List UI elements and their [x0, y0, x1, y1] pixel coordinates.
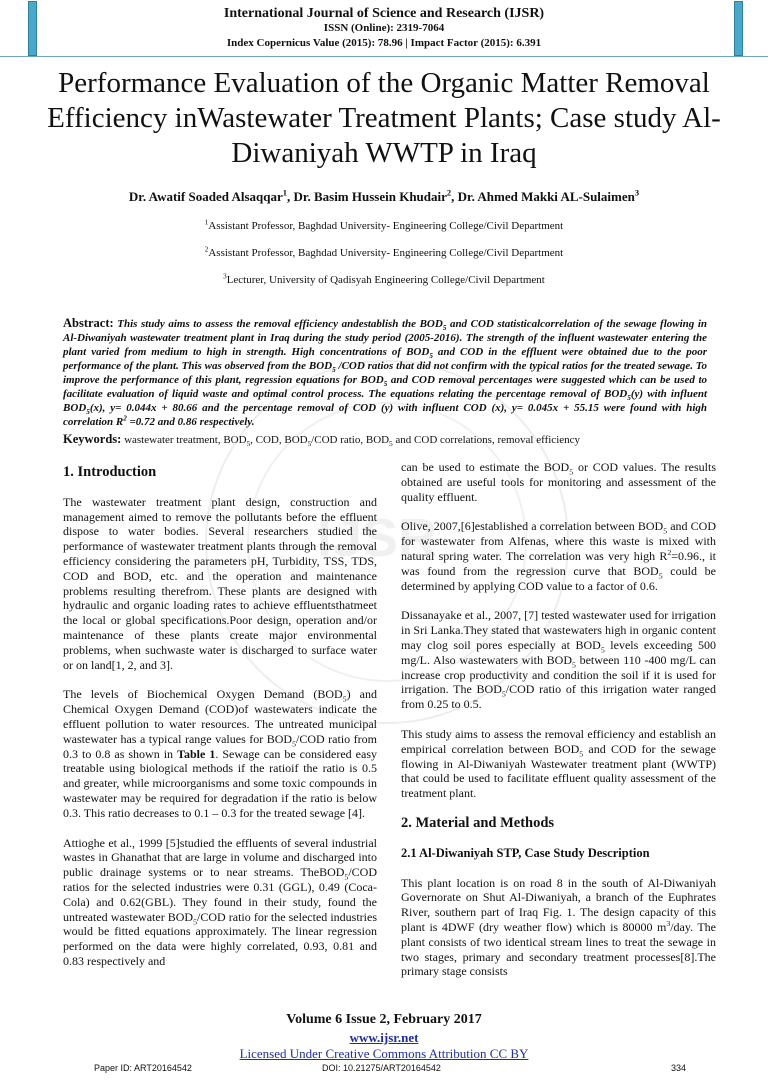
subscript: 5	[307, 440, 312, 449]
subscript: 5	[572, 660, 576, 670]
footer-page-number: 334	[671, 1063, 687, 1073]
subscript: 5	[442, 324, 447, 333]
author-name: Dr. Ahmed Makki AL-Sulaimen	[457, 189, 635, 204]
paragraph	[401, 727, 716, 801]
author-affil-marker: 2	[446, 187, 452, 198]
subscript: 5	[389, 440, 393, 449]
abstract-text: (x), y= 0.044x + 80.66 and the percentage removal of COD (y) with influent COD (x), y= 0.045x + 55.15 were found with high correlation R	[63, 402, 707, 428]
affil-text: Lecturer, University of Qadisyah Engineering College/Civil Department	[226, 274, 545, 286]
affil-text: Assistant Professor, Baghdad University- Engineering College/Civil Department	[208, 247, 564, 259]
abstract-text: =0.72 and 0.86 respectively.	[126, 416, 255, 428]
text: Olive, 2007,[6]established a correlation between BOD	[401, 519, 664, 534]
subscript: 5	[342, 694, 347, 704]
subscript: 5	[600, 645, 605, 655]
journal-header	[0, 6, 768, 51]
paragraph	[63, 836, 377, 969]
text: =0.96., it was found from the regression curve that BOD	[401, 548, 716, 578]
affil-marker: 2	[204, 245, 209, 254]
footer-paper-id: Paper ID: ART20164542	[94, 1063, 192, 1073]
abstract-text: /COD ratios that did not confirm with the typical ratios for the treated sewage. To improve the performance of this plant, regression equations for BOD	[63, 360, 708, 386]
abstract	[63, 316, 707, 429]
text: ) and Chemical Oxygen Demand (COD)of wastewaters indicate the effluent pollution to water resources. The untreated municipal wastewater has a typical range values for BOD	[63, 687, 378, 746]
paragraph: The wastewater treatment plant design, construction and management aimed to remove the pollutants before the effluent dispose to water bodies. Several researchers studied the performance of wastewater treatment plants through the removal efficiency considering the parameters pH, Turbidity, TSS, TDS, COD and BOD, etc. and the operation and maintenance problems resulting therefrom. These plants are designed with hydraulic and organic loading rates to achieve effluentsthatmeet the local or global specifications.Poor design, operation and/or maintenance of these plants create major environmental problems, when suchwaste water is discharged to surface water or on land[1, 2, and 3].	[63, 494, 377, 672]
author-name: Dr. Awatif Soaded Alsaqqar	[128, 189, 283, 204]
journal-index-line: Index Copernicus Value (2015): 78.96 | Impact Factor (2015): 6.391	[226, 37, 542, 49]
paragraph	[401, 608, 716, 712]
subscript: 5	[292, 739, 296, 749]
affil-marker: 1	[204, 218, 209, 227]
section-heading-methods: 2. Material and Methods	[401, 814, 555, 831]
subscript: 5	[193, 916, 198, 926]
subscript: 5	[627, 394, 631, 403]
text: /COD ratio from 0.3 to 0.8 as shown in	[63, 731, 377, 761]
subscript: 5	[344, 872, 349, 882]
author-affil-marker: 3	[634, 187, 640, 198]
affiliation	[0, 247, 768, 259]
keywords-label: Keywords:	[63, 432, 122, 446]
keywords-text: /COD ratio, BOD	[311, 434, 390, 446]
text: /COD ratios for the selected industries were 0.31 (GGL), 0.49 (Coca-Cola) and 0.62(GBL). They found in their study, found the untreated wastewater BOD	[63, 865, 377, 924]
section-heading-introduction: 1. Introduction	[63, 464, 157, 480]
subscript: 5	[658, 571, 663, 581]
keywords-text: and COD correlations, removal efficiency	[392, 434, 581, 446]
text: The levels of Biochemical Oxygen Demand (BOD	[63, 687, 343, 702]
text: /COD ratio of this irrigation water ranged from 0.25 to 0.5.	[401, 682, 716, 712]
superscript: 2	[667, 547, 672, 557]
paragraph	[401, 876, 716, 980]
subscript: 5	[246, 440, 251, 449]
text: Dissanayake et al., 2007, [7] tested wastewater used for irrigation in Sri Lanka.They stated that wastewaters high in organic content may clog soil pores especially at BOD	[401, 608, 716, 652]
text: and COD for wastewater from Alfenas, where this waste is mixed with natural spring water. The correlation was very high R	[401, 519, 716, 563]
paragraph	[401, 519, 716, 593]
abstract-text: This study aims to assess the removal efficiency andestablish the BOD	[117, 318, 443, 330]
abstract-text: and COD removal percentages were suggested which can be used to facilitate evaluation of liquid waste and optimal control process. The equations relating the percentage removal of BOD	[63, 374, 707, 400]
affiliation	[0, 274, 768, 286]
footer-doi: DOI: 10.21275/ART20164542	[322, 1063, 441, 1073]
text: could be determined by applying COD value to a factor of 0.6.	[401, 563, 716, 593]
subscript: 5	[429, 352, 433, 361]
journal-name: International Journal of Science and Research (IJSR)	[223, 6, 545, 21]
author-name: Dr. Basim Hussein Khudair	[293, 189, 447, 204]
keywords-text: wastewater treatment, BOD	[121, 434, 247, 446]
text: Attioghe et al., 1999 [5]studied the effluents of several industrial wastes in Ghanathat that are large in volume and discharged into public drainage systems or to near streams. TheBOD	[63, 835, 377, 880]
affil-marker: 3	[223, 272, 227, 281]
keywords	[63, 432, 707, 447]
subscript: 5	[383, 380, 388, 389]
subscript: 5	[501, 689, 506, 699]
watermark-logo-text: IJSR	[317, 508, 438, 568]
text: or COD values. The results obtained are useful tools for monitoring and assessment of the quality effluent.	[401, 460, 716, 504]
text: and COD for the sewage flowing in Al-Diwaniyah Wastewater treatment plant (WWTP) that could be used to facilitate effluent quality assessment of the treatment plant.	[401, 741, 716, 801]
abstract-text: and COD statisticalcorrelation of the sewage flowing in Al-Diwaniyah wastewater treatment plant in Iraq during the study period (2005-2016). The strength of the influent wastewater entering the plant varied from medium to high in strength. High concentrations of BOD	[63, 318, 708, 358]
abstract-label: Abstract:	[63, 316, 114, 330]
left-column	[63, 460, 377, 984]
abstract-text: and COD in the effluent were obtained due to the poor performance of the plant. This was observed from the BOD	[63, 346, 707, 372]
journal-issn: ISSN (Online): 2319-7064	[323, 22, 445, 34]
table-reference-link[interactable]: Table 1	[177, 746, 216, 761]
footer-website-link[interactable]: www.ijsr.net	[349, 1030, 419, 1045]
text: /day. The plant consists of two identical stream lines to treat the sewage in two stages, primary and secondary treatment processes[8].The primary stage consists	[401, 919, 716, 979]
keywords-text: , COD, BOD	[250, 434, 308, 446]
footer-volume: Volume 6 Issue 2, February 2017	[286, 1012, 482, 1027]
right-column	[401, 460, 716, 979]
text: This study aims to assess the removal efficiency and establish an empirical correlation between BOD	[401, 726, 716, 756]
header-rule	[0, 56, 768, 57]
text: This plant location is on road 8 in the south of Al-Diwaniyah Governorate on Shut Al-Diwaniyah, a branch of the Euphrates River, southern part of Iraq Fig. 1. The design capacity of this plant is 4DWF (dry weather flow) which is 80000 m	[401, 875, 716, 934]
paper-title: Performance Evaluation of the Organic Matter Removal Efficiency inWastewater Treatment Plants; Case study Al- Diwaniyah WWTP in Iraq	[47, 67, 721, 169]
text: . Sewage can be considered easy treatable using biological methods if the ratioif the ratio is 0.5 and greater, while microorganisms and some toxic compounds in wastewater may be required for degradation if the ratio is below 0.3. This ratio decreases to 0.1 – 0.3 for the treated sewage [4].	[63, 746, 377, 820]
subsection-heading: 2.1 Al-Diwaniyah STP, Case Study Description	[401, 845, 650, 860]
subscript: 5	[332, 366, 336, 375]
subscript: 5	[663, 526, 668, 536]
footer-license-link[interactable]: Licensed Under Creative Commons Attribution CC BY	[239, 1046, 529, 1061]
subscript: 5	[569, 467, 574, 477]
paragraph	[63, 687, 377, 820]
subscript: 5	[86, 408, 90, 417]
abstract-text: (y) with influent BOD	[63, 388, 708, 414]
text: can be used to estimate the BOD	[401, 460, 570, 474]
subscript: 5	[579, 749, 584, 759]
superscript: 3	[666, 918, 671, 928]
superscript: 2	[123, 414, 127, 423]
text: between 110 -400 mg/L can increase crop productivity and condition the soil if it is used for irrigation. The BOD	[401, 652, 716, 697]
author-list: Dr. Awatif Soaded Alsaqqar$^1$, Dr. Basim Hussein Khudair$^2$, Dr. Ahmed Makki AL-Sulaimen$^3$	[128, 187, 640, 204]
affiliation	[0, 220, 768, 232]
paragraph	[401, 460, 716, 504]
text: levels exceeding 500 mg/L. Also wastewaters with BOD	[401, 637, 716, 667]
affil-text: Assistant Professor, Baghdad University- Engineering College/Civil Department	[208, 220, 564, 232]
author-affil-marker: 1	[282, 187, 287, 198]
text: /COD ratio for the selected industries would be fitted equations approximately. The linear regression performed on the data were highly correlated, 0.93, 0.81 and 0.83 respectively and	[63, 909, 378, 968]
